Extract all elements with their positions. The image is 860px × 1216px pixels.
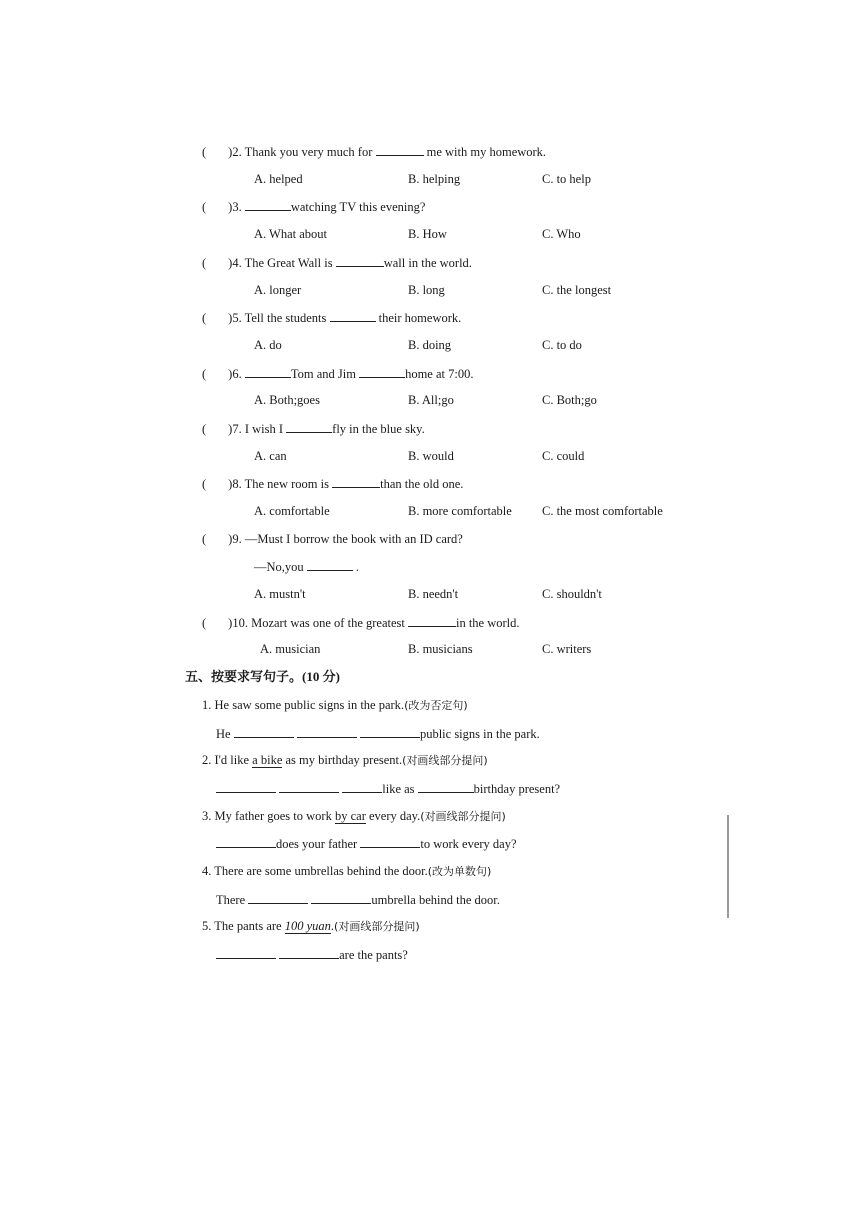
- question-9-reply: —No,you .: [254, 560, 360, 574]
- option-a: A. longer: [254, 283, 302, 297]
- rewrite-item-4: 4. There are some umbrellas behind the door.(改为单数句): [202, 864, 492, 878]
- option-a: A. can: [254, 449, 287, 463]
- answer-blank: [336, 254, 384, 267]
- section-title: 五、按要求写句子。(10 分): [185, 669, 340, 684]
- rewrite-answer-1: He public signs in the park.: [216, 727, 540, 741]
- option-c: C. to help: [542, 172, 591, 186]
- answer-blank: [248, 891, 308, 904]
- answer-blank: [286, 420, 332, 433]
- scan-edge-line: [727, 815, 729, 918]
- option-b: B. helping: [408, 172, 461, 186]
- question-8: ( )8. The new room is than the old one.: [202, 477, 464, 491]
- question-number: 2: [232, 145, 239, 159]
- answer-blank: [216, 780, 276, 793]
- answer-blank: [330, 309, 376, 322]
- option-c: C. Both;go: [542, 393, 597, 407]
- rewrite-item-5: 5. The pants are 100 yuan.(对画线部分提问): [202, 919, 420, 933]
- option-b: B. needn't: [408, 587, 459, 601]
- option-b: B. How: [408, 227, 447, 241]
- answer-blank: [408, 614, 456, 627]
- option-c: C. to do: [542, 338, 582, 352]
- question-4: ( )4. The Great Wall is wall in the world.: [202, 256, 472, 270]
- option-b: B. doing: [408, 338, 452, 352]
- question-3: ( )3. watching TV this evening?: [202, 200, 426, 214]
- option-a: A. Both;goes: [254, 393, 320, 407]
- answer-blank: [234, 725, 294, 738]
- underlined-phrase: a bike: [252, 753, 283, 767]
- answer-blank: [359, 365, 405, 378]
- answer-blank: [418, 780, 474, 793]
- answer-blank: [279, 946, 339, 959]
- rewrite-answer-5: are the pants?: [216, 946, 408, 963]
- option-a: A. mustn't: [254, 587, 306, 601]
- option-a: A. What about: [254, 227, 328, 241]
- option-b: B. would: [408, 449, 454, 463]
- option-a: A. comfortable: [254, 504, 330, 518]
- answer-blank: [245, 365, 291, 378]
- rewrite-answer-3: does your father to work every day?: [216, 835, 517, 852]
- answer-blank: [245, 198, 291, 211]
- answer-blank: [279, 780, 339, 793]
- option-b: B. musicians: [408, 642, 473, 656]
- answer-blank: [332, 475, 380, 488]
- option-b: B. long: [408, 283, 445, 297]
- option-c: C. shouldn't: [542, 587, 602, 601]
- rewrite-item-2: 2. I'd like a bike as my birthday present.(对画线部分提问): [202, 753, 488, 767]
- option-c: C. could: [542, 449, 585, 463]
- answer-blank: [311, 891, 371, 904]
- rewrite-item-3: 3. My father goes to work by car every day.(对画线部分提问): [202, 809, 506, 823]
- answer-blank: [376, 143, 424, 156]
- option-a: A. musician: [260, 642, 321, 656]
- answer-blank: [216, 946, 276, 959]
- question-10: ( )10. Mozart was one of the greatest in the world.: [202, 616, 520, 630]
- option-a: A. helped: [254, 172, 303, 186]
- answer-blank: [216, 835, 276, 848]
- rewrite-answer-4: There umbrella behind the door.: [216, 893, 500, 907]
- answer-blank: [342, 780, 382, 793]
- option-c: C. Who: [542, 227, 581, 241]
- option-b: B. more comfortable: [408, 504, 512, 518]
- answer-blank: [360, 835, 420, 848]
- rewrite-item-1: 1. He saw some public signs in the park.(改为否定句): [202, 698, 468, 712]
- option-c: C. the most comfortable: [542, 504, 663, 518]
- question-6: ( )6. Tom and Jim home at 7:00.: [202, 367, 474, 381]
- rewrite-answer-2: like as birthday present?: [216, 780, 560, 797]
- answer-blank: [360, 725, 420, 738]
- question-2: ( )2. Thank you very much for me with my homework.: [202, 145, 547, 159]
- option-b: B. All;go: [408, 393, 454, 407]
- answer-blank: [297, 725, 357, 738]
- underlined-phrase: 100 yuan: [284, 919, 331, 933]
- question-5: ( )5. Tell the students their homework.: [202, 311, 462, 325]
- question-9: ( )9. —Must I borrow the book with an ID card?: [202, 532, 463, 546]
- underlined-phrase: by car: [334, 809, 366, 823]
- option-c: C. writers: [542, 642, 592, 656]
- answer-blank: [307, 558, 353, 571]
- option-a: A. do: [254, 338, 282, 352]
- question-7: ( )7. I wish I fly in the blue sky.: [202, 422, 425, 436]
- option-c: C. the longest: [542, 283, 612, 297]
